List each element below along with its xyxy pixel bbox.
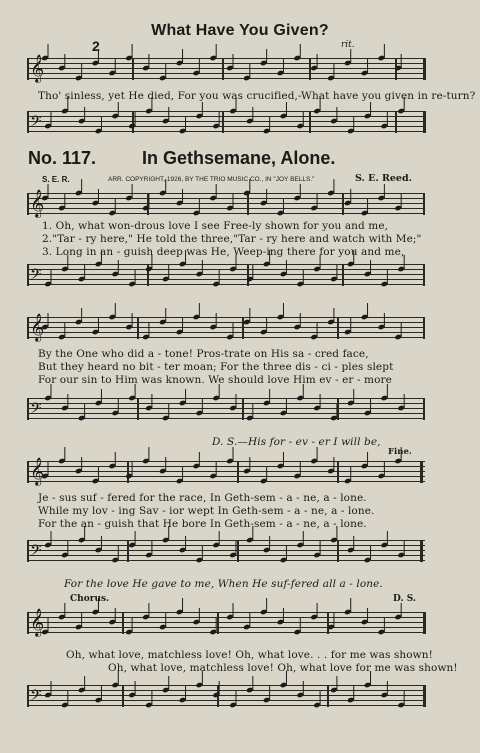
- chorus-label: Chorus.: [70, 594, 110, 604]
- treble-clef-icon: 𝄞: [30, 608, 45, 636]
- treble-clef-icon: 𝄞: [30, 189, 45, 217]
- bass-clef-icon: 𝄢: [30, 542, 42, 563]
- bass-clef-icon: 𝄢: [30, 400, 42, 421]
- hymn-number: No. 117.: [28, 148, 97, 168]
- words-by: S. E. R.: [42, 175, 70, 184]
- bass-clef-icon: 𝄢: [30, 113, 42, 134]
- bass-clef-icon: 𝄢: [30, 266, 42, 287]
- ds-line: D. S.—His for - ev - er I will be,: [212, 436, 381, 448]
- system2-verse1: By the One who did a - tone! Pros-trate on His sa - cred face,: [38, 348, 369, 360]
- chorus-lyric-2: Oh, what love, matchless love! Oh, what love for me was shown!: [108, 662, 458, 674]
- system2-verse2: But they heard no bit - ter moan; For the three dis - ci - ples slept: [38, 361, 394, 373]
- top-hymn-lyric: Tho' sinless, yet He died, For you was crucified,-What have you given in re-turn?: [38, 90, 476, 102]
- system1-verse1: 1. Oh, what won-drous love I see Free-ly shown for you and me,: [42, 220, 389, 232]
- chorus-lyric-1: Oh, what love, matchless love! Oh, what love. . . for me was shown!: [66, 649, 433, 661]
- rit-marking: rit.: [341, 40, 355, 50]
- system3-bass-lyric: For the love He gave to me, When He suf-fered all a - lone.: [64, 578, 383, 590]
- system1-verse2: 2."Tar - ry here," He told the three,"Tar - ry here and watch with Me;": [42, 233, 422, 245]
- top-hymn-title: What Have You Given?: [151, 22, 329, 39]
- copyright-line: ARR. COPYRIGHT, 1926, BY THE TRIO MUSIC CO., IN "JOY BELLS.": [108, 176, 315, 183]
- treble-clef-icon: 𝄞: [30, 313, 45, 341]
- hymn-title: In Gethsemane, Alone.: [142, 148, 336, 168]
- system2-verse3: For our sin to Him was known. We should love Him ev - er - more: [38, 374, 392, 386]
- system1-verse3: 3. Long in an - guish deep was He, Weep-ing there for you and me,: [42, 246, 405, 258]
- fine-marking: Fine.: [388, 447, 412, 457]
- treble-clef-icon: 𝄞: [30, 54, 45, 82]
- treble-clef-icon: 𝄞: [30, 457, 45, 485]
- system3-verse3: For the an - guish that He bore In Geth-sem - a - ne, a - lone.: [38, 518, 367, 530]
- composer: S. E. Reed.: [355, 173, 412, 184]
- ds-marking: D. S.: [393, 594, 417, 604]
- system3-verse1: Je - sus suf - fered for the race, In Geth-sem - a - ne, a - lone.: [38, 492, 367, 504]
- measure-number: 2: [92, 38, 100, 54]
- system3-verse2: While my lov - ing Sav - ior wept In Geth-sem - a - ne, a - lone.: [38, 505, 375, 517]
- bass-clef-icon: 𝄢: [30, 687, 42, 708]
